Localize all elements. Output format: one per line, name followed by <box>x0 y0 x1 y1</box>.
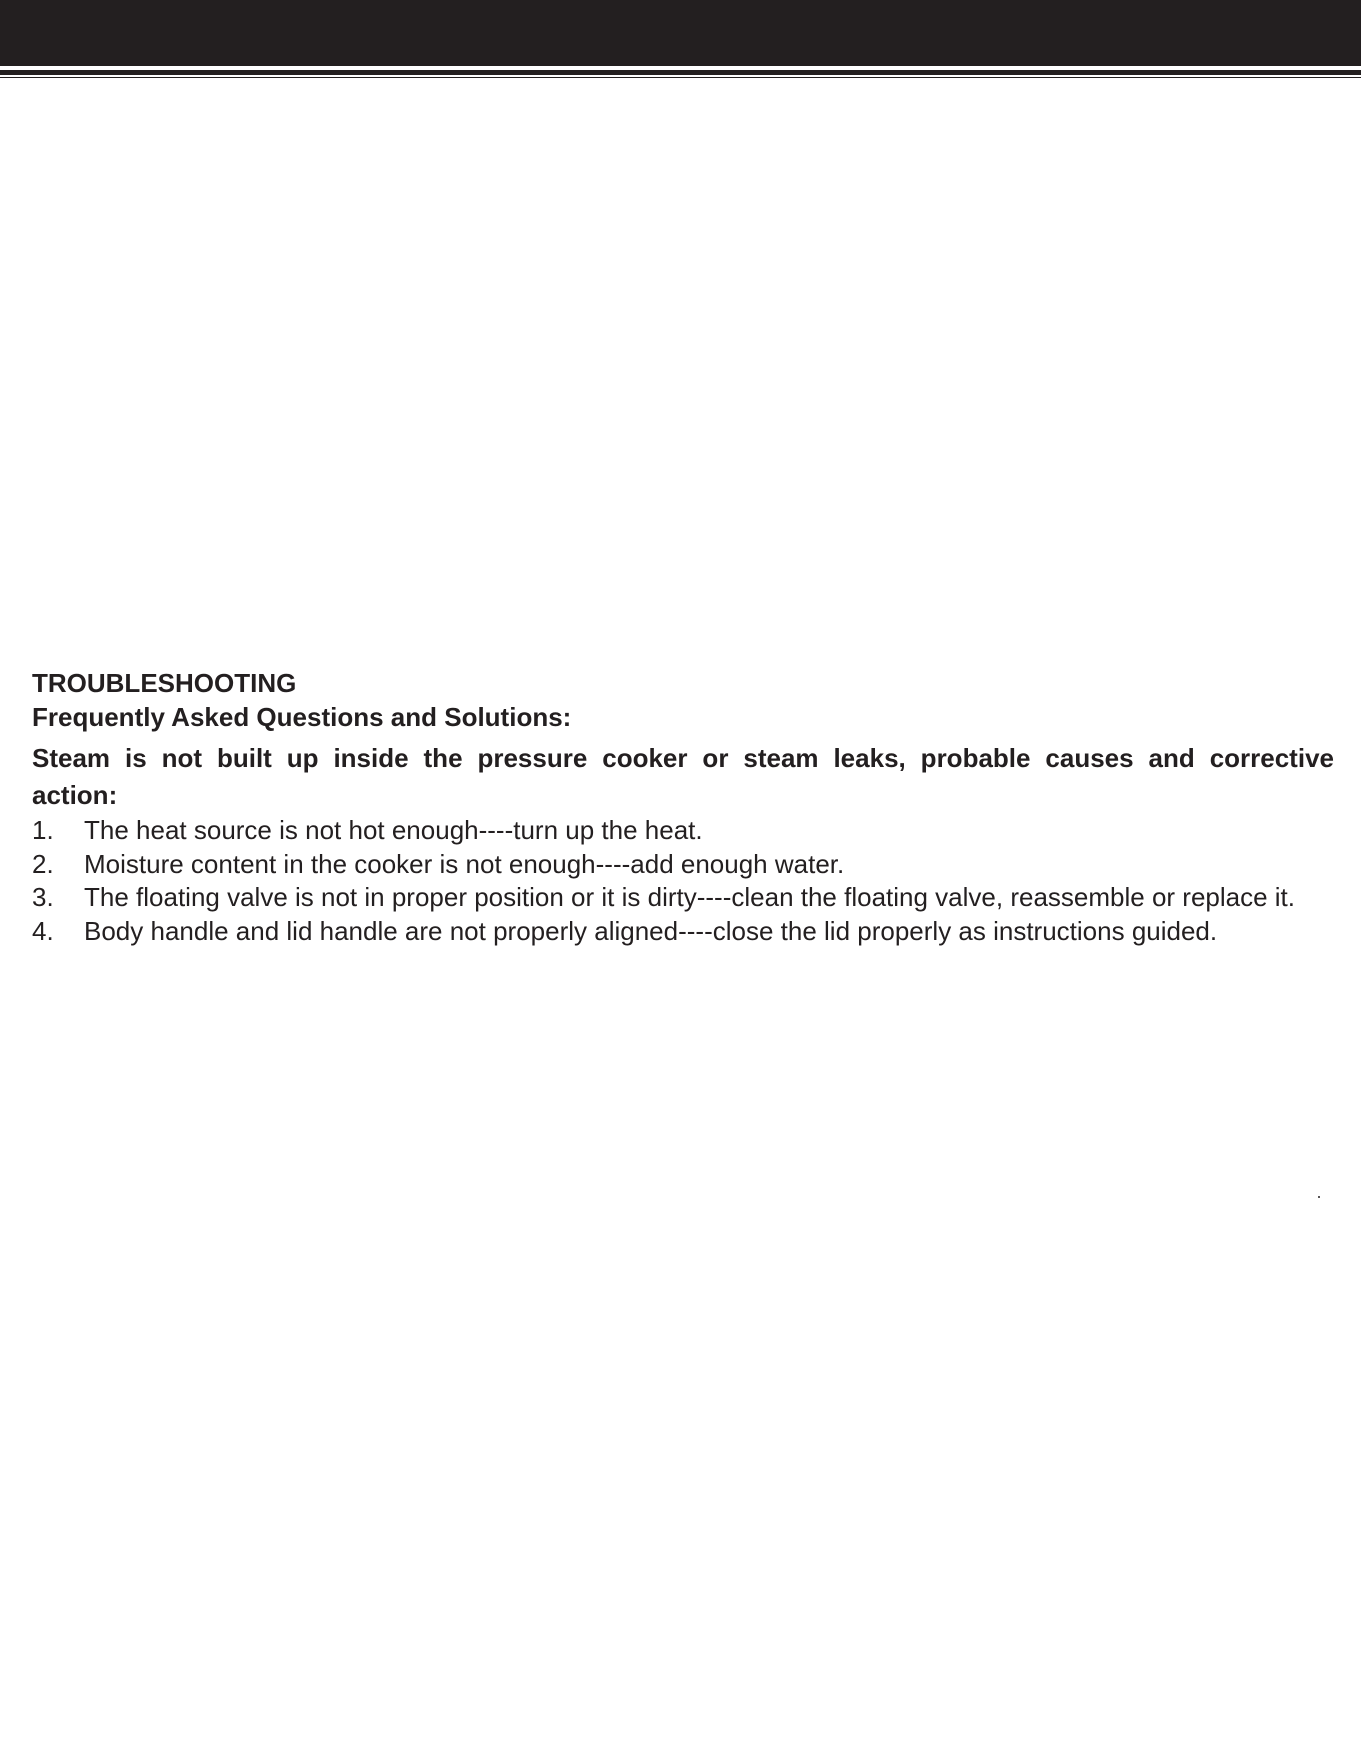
item-text: The floating valve is not in proper position or it is dirty----clean the floating valve, reassemble or replace it. <box>84 882 1296 912</box>
solution-item <box>32 915 1334 949</box>
solution-item <box>32 814 1334 848</box>
header-rule <box>0 70 1361 75</box>
troubleshooting-section <box>32 666 1334 948</box>
stray-dot <box>1318 1196 1320 1198</box>
header-bar <box>0 0 1361 66</box>
item-number: 3. <box>32 882 54 912</box>
header-rule-thin <box>0 77 1361 78</box>
item-text: The heat source is not hot enough----turn up the heat. <box>84 815 703 845</box>
solution-item <box>32 881 1334 915</box>
item-number: 1. <box>32 815 54 845</box>
solution-list <box>32 814 1334 948</box>
item-number: 2. <box>32 848 54 879</box>
question-text: Steam is not built up inside the pressure cooker or steam leaks, probable causes and corrective action: <box>32 743 1334 810</box>
section-subtitle: Frequently Asked Questions and Solutions: <box>32 702 572 732</box>
section-title: TROUBLESHOOTING <box>32 668 297 698</box>
item-text: Body handle and lid handle are not properly aligned----close the lid properly as instructions guided. <box>84 915 1218 946</box>
item-text: Moisture content in the cooker is not enough----add enough water. <box>84 848 845 879</box>
solution-item <box>32 848 1334 882</box>
item-number: 4. <box>32 915 54 946</box>
